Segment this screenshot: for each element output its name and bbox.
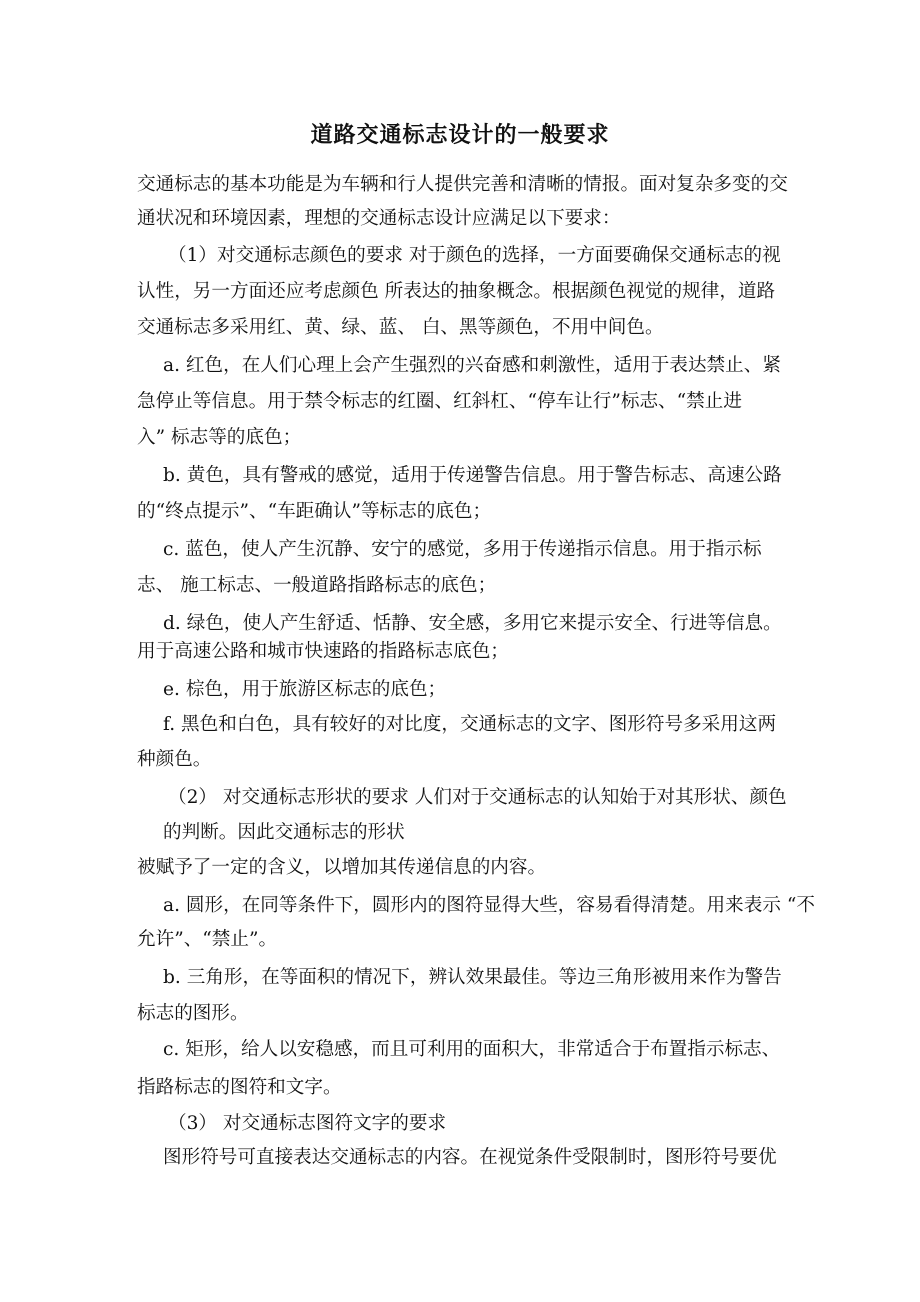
list-item-line: a. 圆形，在同等条件下，圆形内的图符显得大些，容易看得清楚。用来表示 “不 xyxy=(163,895,815,916)
section-heading-line: （3） 对交通标志图符文字的要求 xyxy=(168,1113,447,1134)
paragraph-line: 急停止等信息。用于禁令标志的红圈、红斜杠、“停车让行”标志、“禁止进 xyxy=(137,391,742,412)
paragraph-line: 被赋予了一定的含义，以增加其传递信息的内容。 xyxy=(137,857,547,878)
list-item-line: d. 绿色，使人产生舒适、恬静、安全感，多用它来提示安全、行进等信息。 xyxy=(163,613,782,634)
paragraph-line: 交通标志的基本功能是为车辆和行人提供完善和清晰的情报。面对复杂多变的交 xyxy=(137,174,788,195)
paragraph-line: 图形符号可直接表达交通标志的内容。在视觉条件受限制时，图形符号要优 xyxy=(163,1147,777,1168)
paragraph-line: 的判断。因此交通标志的形状 xyxy=(163,822,405,843)
paragraph-line: 交通标志多采用红、黄、绿、蓝、 白、黑等颜色，不用中间色。 xyxy=(137,317,664,338)
paragraph-line: 通状况和环境因素，理想的交通标志设计应满足以下要求： xyxy=(137,208,621,229)
paragraph-line: 认性，另一方面还应考虑颜色 所表达的抽象概念。根据颜色视觉的规律，道路 xyxy=(137,281,776,302)
list-item-line: c. 蓝色，使人产生沉静、安宁的感觉，多用于传递指示信息。用于指示标 xyxy=(163,539,762,560)
list-item-line: e. 棕色，用于旅游区标志的底色； xyxy=(163,679,447,700)
list-item-line: f. 黑色和白色，具有较好的对比度，交通标志的文字、图形符号多采用这两 xyxy=(163,714,777,735)
list-item-line: b. 黄色，具有警戒的感觉，适用于传递警告信息。用于警告标志、高速公路 xyxy=(163,465,782,486)
list-item-line: c. 矩形，给人以安稳感，而且可利用的面积大，非常适合于布置指示标志、 xyxy=(163,1039,781,1060)
list-item-line: b. 三角形，在等面积的情况下，辨认效果最佳。等边三角形被用来作为警告 xyxy=(163,967,782,988)
paragraph-line: 用于高速公路和城市快速路的指路标志底色； xyxy=(137,641,509,662)
paragraph-line: 种颜色。 xyxy=(137,749,212,770)
section-heading-line: （1）对交通标志颜色的要求 对于颜色的选择，一方面要确保交通标志的视 xyxy=(168,245,781,266)
paragraph-line: 入” 标志等的底色； xyxy=(137,427,302,448)
paragraph-line: 允许”、“禁止”。 xyxy=(137,929,278,950)
paragraph-line: 志、 施工标志、一般道路指路标志的底色； xyxy=(137,575,497,596)
paragraph-line: 标志的图形。 xyxy=(137,1003,249,1024)
document-title: 道路交通标志设计的一般要求 xyxy=(310,122,610,148)
section-heading-line: （2） 对交通标志形状的要求 人们对于交通标志的认知始于对其形状、颜色 xyxy=(168,787,787,808)
paragraph-line: 的“终点提示”、“车距确认”等标志的底色； xyxy=(137,501,492,522)
paragraph-line: 指路标志的图符和文字。 xyxy=(137,1077,342,1098)
list-item-line: a. 红色，在人们心理上会产生强烈的兴奋感和刺激性，适用于表达禁止、紧 xyxy=(163,355,781,376)
